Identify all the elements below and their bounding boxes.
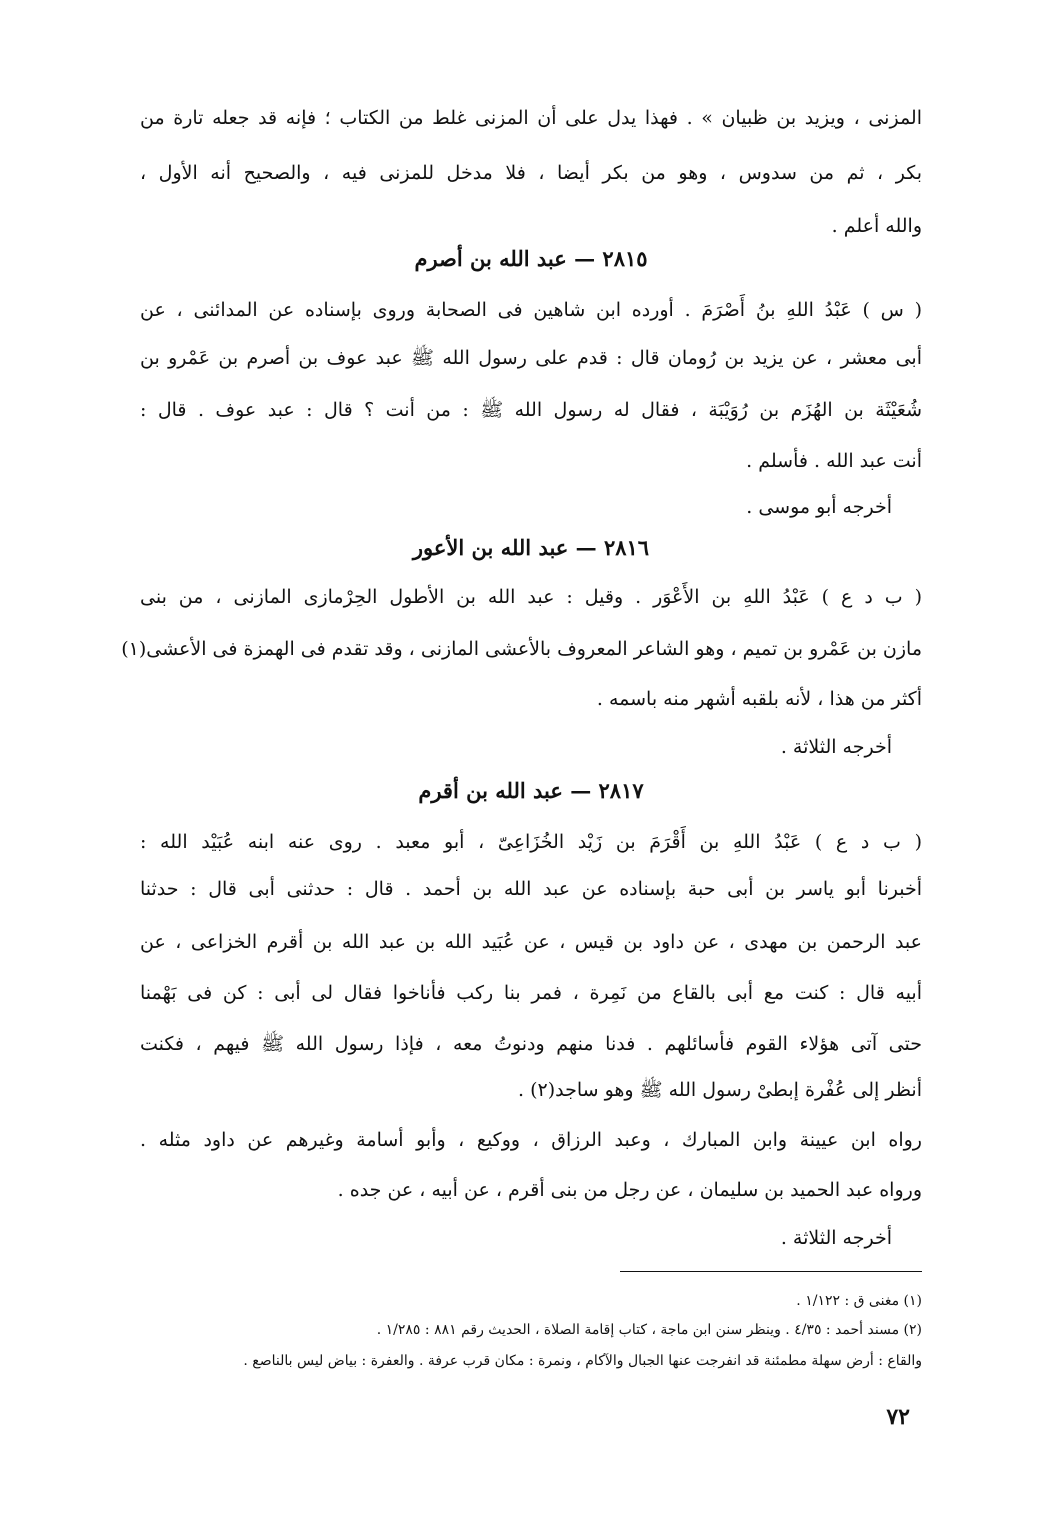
entry-heading: ٢٨١٦ — عبد الله بن الأعور [412, 535, 650, 560]
entry-text-line: حتى آتى هؤلاء القوم فأسائلهم . فدنا منهم ودنوتُ معه ، فإذا رسول الله ﷺ فيهم ، فكنت [140, 1033, 922, 1055]
entry-text-line: شُعَيْثَة بن الهُزَم بن رُوَيْبَة ، فقال له رسول الله ﷺ : من أنت ؟ قال : عبد عوف . قال : [140, 399, 922, 421]
entry-source: أخرجه أبو موسى . [746, 496, 892, 518]
entry-source: أخرجه الثلاثة . [780, 736, 892, 758]
entry-text-line: أنت عبد الله . فأسلم . [746, 450, 922, 472]
footnote: (١) مغنى ق : ١/١٢٢ . [796, 1293, 922, 1309]
entry-text-line: عبد الرحمن بن مهدى ، عن داود بن قيس ، عن عُبَيد الله بن عبد الله بن أقرم الخزاعى ، عن [140, 931, 922, 953]
entry-text-line: ( ب د ع ) عَبْدُ اللهِ بن أَقْرَمَ بن زَيْد الخُزَاعِىّ ، أبو معبد . روى عنه ابنه عُبَيْد الله : [140, 831, 922, 853]
entry-text-line: أبى معشر ، عن يزيد بن رُومان قال : قدم على رسول الله ﷺ عبد عوف بن أصرم بن عَمْرو بن [140, 347, 922, 369]
page-number: ٧٢ [886, 1404, 910, 1430]
footnote-separator [620, 1271, 922, 1272]
entry-heading: ٢٨١٧ — عبد الله بن أقرم [418, 778, 644, 803]
entry-text-line: ( س ) عَبْدُ اللهِ بنُ أَصْرَمَ . أورده ابن شاهين فى الصحابة وروى بإسناده عن المدائنى ، عن [140, 299, 922, 321]
footnote: والقاع : أرض سهلة مطمئنة قد انفرجت عنها الجبال والآكام ، ونمرة : مكان قرب عرفة . والعفرة : بياض ليس بالناصع . [243, 1353, 922, 1369]
entry-source: أخرجه الثلاثة . [780, 1227, 892, 1249]
entry-text-line: ورواه عبد الحميد بن سليمان ، عن رجل من بنى أقرم ، عن أبيه ، عن جده . [337, 1179, 922, 1201]
intro-line: والله أعلم . [831, 215, 922, 237]
entry-text-line: مازن بن عَمْرو بن تميم ، وهو الشاعر المعروف بالأعشى المازنى ، وقد تقدم فى الهمزة فى الأعشى(١) [121, 638, 922, 660]
entry-text-line: أنظر إلى عُفْرة إبطىْ رسول الله ﷺ وهو ساجد(٢) . [517, 1079, 922, 1101]
intro-line: المزنى ، ويزيد بن ظبيان » . فهذا يدل على أن المزنى غلط من الكتاب ؛ فإنه قد جعله تارة من [140, 107, 922, 129]
entry-heading: ٢٨١٥ — عبد الله بن أصرم [414, 246, 648, 271]
entry-text-line: أكثر من هذا ، لأنه بلقبه أشهر منه باسمه . [596, 688, 922, 710]
entry-text-line: أبيه قال : كنت مع أبى بالقاع من نَمِرة ، فمر بنا ركب فأناخوا فقال لى أبى : كن فى بَهْمنا [140, 982, 922, 1004]
entry-text-line: رواه ابن عيينة وابن المبارك ، وعبد الرزاق ، ووكيع ، وأبو أسامة وغيرهم عن داود مثله . [140, 1129, 922, 1151]
intro-line: بكر ، ثم من سدوس ، وهو من بكر أيضا ، فلا مدخل للمزنى فيه ، والصحيح أنه الأول ، [140, 162, 923, 184]
entry-text-line: أخبرنا أبو ياسر بن أبى حبة بإسناده عن عبد الله بن أحمد . قال : حدثنى أبى قال : حدثنا [140, 878, 922, 900]
entry-text-line: ( ب د ع ) عَبْدُ اللهِ بن الأَعْوَر . وقيل : عبد الله بن الأطول الحِرْمازى المازنى ، من بنى [140, 586, 922, 608]
footnote: (٢) مسند أحمد : ٤/٣٥ . وينظر سنن ابن ماجة ، كتاب إقامة الصلاة ، الحديث رقم ٨٨١ : ١/٢٨٥ . [376, 1322, 922, 1338]
